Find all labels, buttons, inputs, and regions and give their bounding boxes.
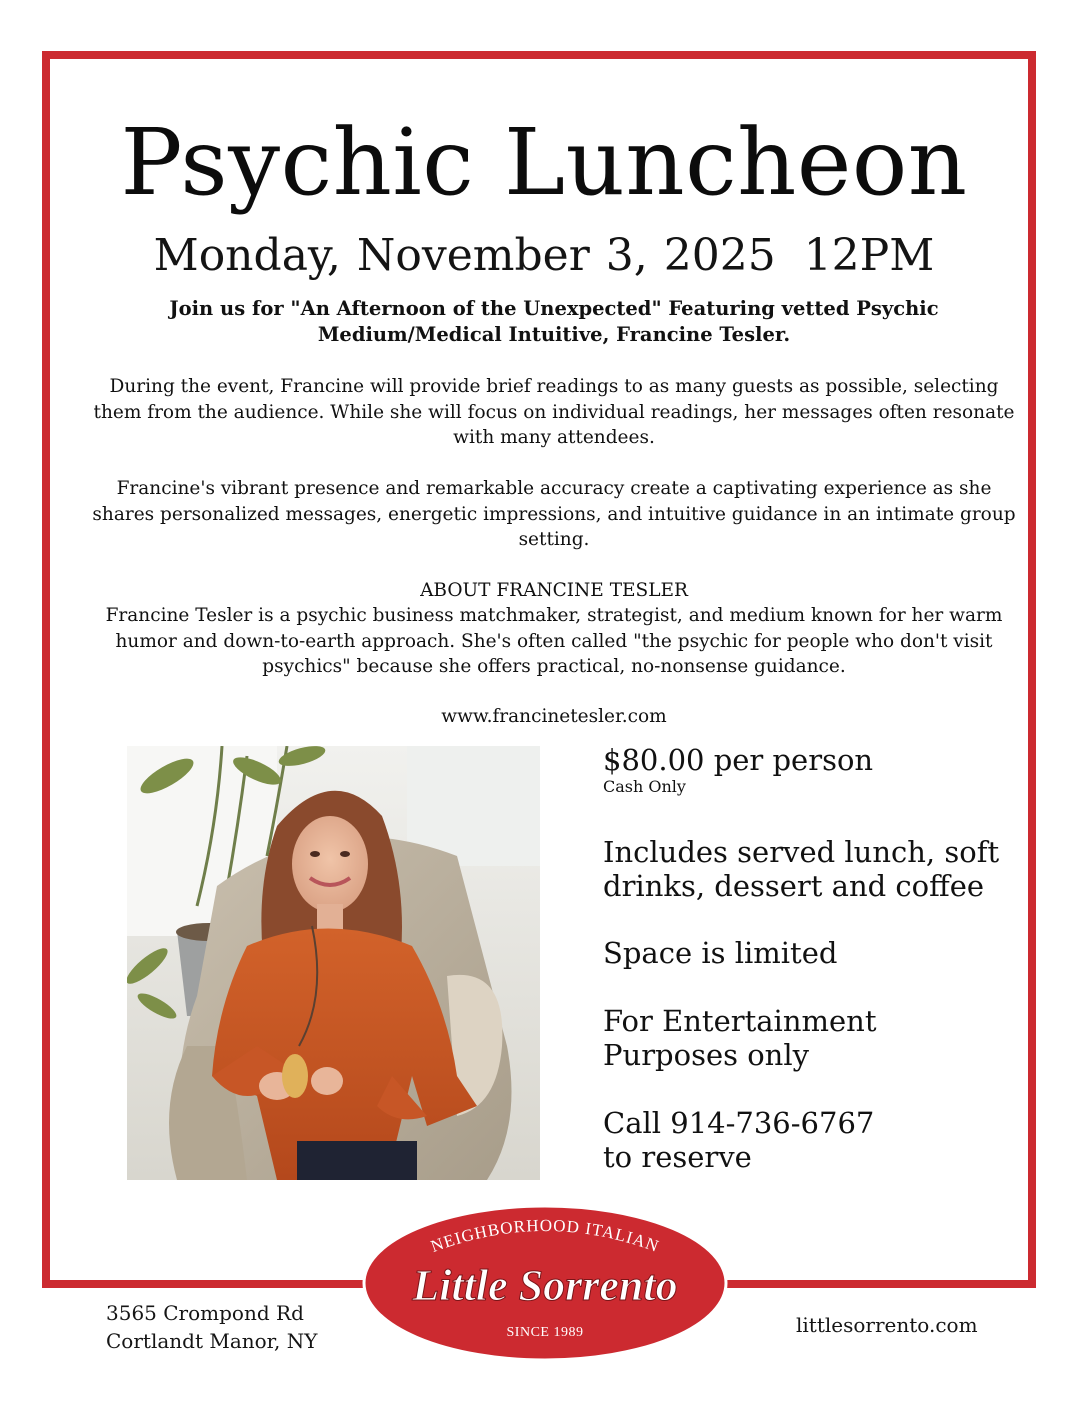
includes-text bbox=[603, 835, 1023, 903]
address-line-1: 3565 Crompond Rd bbox=[106, 1301, 304, 1325]
presence-paragraph: Francine's vibrant presence and remarkable accuracy create a captivating experience as she shares personalized messages, energetic impressions, and intuitive guidance in an intimate group setting. bbox=[92, 478, 1016, 550]
logo-tagline-path: NEIGHBORHOOD ITALIAN bbox=[428, 1215, 662, 1257]
restaurant-logo bbox=[362, 1204, 728, 1362]
page-title: Psychic Luncheon bbox=[120, 109, 968, 216]
event-date bbox=[60, 228, 1028, 284]
payment-note: Cash Only bbox=[603, 777, 686, 796]
event-paragraph: During the event, Francine will provide brief readings to as many guests as possible, selecting them from the audience. While she will focus on individual readings, her messages often resonate with many attendees. bbox=[93, 376, 1015, 448]
entertainment-note bbox=[603, 1004, 1023, 1072]
about-paragraph: Francine Tesler is a psychic business matchmaker, strategist, and medium known for her warm humor and down-to-earth approach. She's often called "the psychic for people who don't visit psychics" because she offers practical, no-nonsense guidance. bbox=[105, 605, 1003, 677]
call-line-2: to reserve bbox=[603, 1140, 752, 1174]
intro-text: Join us for "An Afternoon of the Unexpected" Featuring vetted Psychic Medium/Medical Intuitive, Francine Tesler. bbox=[169, 297, 939, 346]
event-date-text: Monday, November 3, 2025 bbox=[153, 230, 776, 281]
space-limited-text: Space is limited bbox=[603, 936, 838, 970]
about-heading: ABOUT FRANCINE TESLER bbox=[420, 580, 688, 601]
restaurant-address bbox=[106, 1299, 317, 1355]
call-line-1[interactable]: Call 914-736-6767 bbox=[603, 1106, 875, 1140]
entertainment-line-1: For Entertainment bbox=[603, 1004, 877, 1038]
call-to-reserve bbox=[603, 1106, 1023, 1174]
entertainment-line-2: Purposes only bbox=[603, 1038, 810, 1072]
includes-line-1: Includes served lunch, soft bbox=[603, 835, 1000, 869]
includes-line-2: drinks, dessert and coffee bbox=[603, 869, 985, 903]
website-link[interactable]: www.francinetesler.com bbox=[441, 706, 667, 727]
logo-since: SINCE 1989 bbox=[506, 1325, 584, 1340]
event-time: 12PM bbox=[803, 230, 935, 281]
address-line-2: Cortlandt Manor, NY bbox=[106, 1329, 318, 1353]
price-text: $80.00 per person bbox=[603, 743, 874, 777]
restaurant-website[interactable]: littlesorrento.com bbox=[796, 1313, 978, 1337]
logo-name: Little Sorrento bbox=[412, 1261, 678, 1310]
portrait-photo bbox=[127, 746, 540, 1180]
